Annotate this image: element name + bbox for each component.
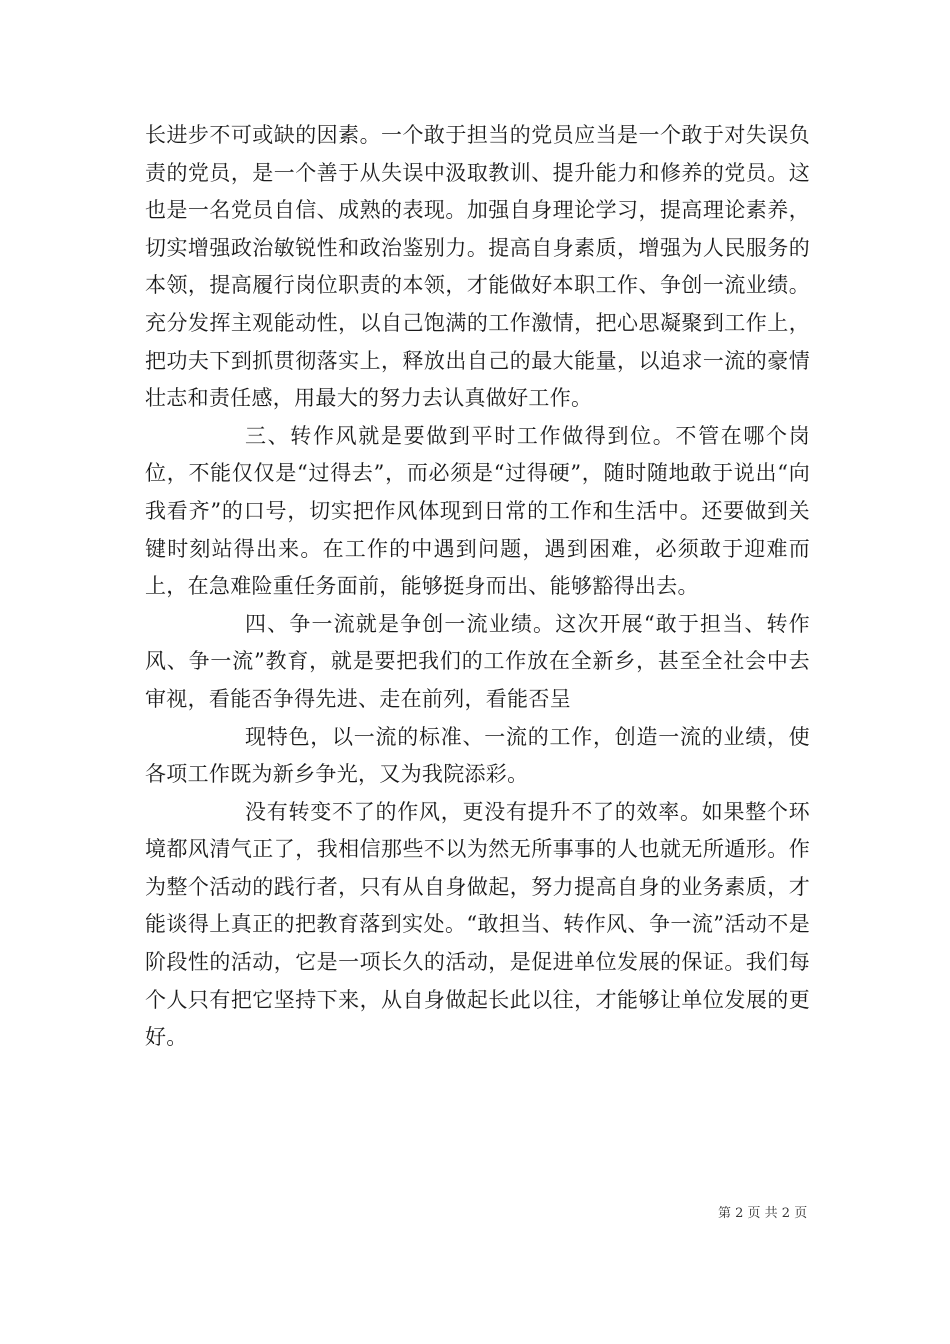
paragraph-continuation: 长进步不可或缺的因素。一个敢于担当的党员应当是一个敢于对失误负责的党员，是一个善于从失误中汲取教训、提升能力和修养的党员。这也是一名党员自信、成熟的表现。加强自身理论学习，提高理论素养，切实增强政治敏锐性和政治鉴别力。提高自身素质，增强为人民服务的本领，提高履行岗位职责的本领，才能做好本职工作、争创一流业绩。充分发挥主观能动性，以自己饱满的工作激情，把心思凝聚到工作上，把功夫下到抓贯彻落实上，释放出自己的最大能量，以追求一流的豪情壮志和责任感，用最大的努力去认真做好工作。 <box>145 123 810 411</box>
paragraph-conclusion: 没有转变不了的作风，更没有提升不了的效率。如果整个环境都风清气正了，我相信那些不以为然无所事事的人也就无所遁形。作为整个活动的践行者，只有从自身做起，努力提高自身的业务素质，才能谈得上真正的把教育落到实处。“敢担当、转作风、争一流”活动不是阶段性的活动，它是一项长久的活动，是促进单位发展的保证。我们每个人只有把它坚持下来，从自身做起长此以往，才能够让单位发展的更好。 <box>145 799 810 1050</box>
paragraph-section-four: 四、争一流就是争创一流业绩。这次开展“敢于担当、转作风、争一流”教育，就是要把我们的工作放在全新乡，甚至全社会中去审视，看能否争得先进、走在前列，看能否呈 <box>145 611 810 711</box>
paragraph-section-four-continued: 现特色，以一流的标准、一流的工作，创造一流的业绩，使各项工作既为新乡争光，又为我院添彩。 <box>145 724 810 787</box>
page-number-footer: 第 2 页 共 2 页 <box>718 1206 808 1221</box>
document-body <box>145 117 810 1057</box>
paragraph-section-three: 三、转作风就是要做到平时工作做得到位。不管在哪个岗位，不能仅仅是“过得去”，而必须是“过得硬”，随时随地敢于说出“向我看齐”的口号，切实把作风体现到日常的工作和生活中。还要做到关键时刻站得出来。在工作的中遇到问题，遇到困难，必须敢于迎难而上，在急难险重任务面前，能够挺身而出、能够豁得出去。 <box>145 423 810 599</box>
